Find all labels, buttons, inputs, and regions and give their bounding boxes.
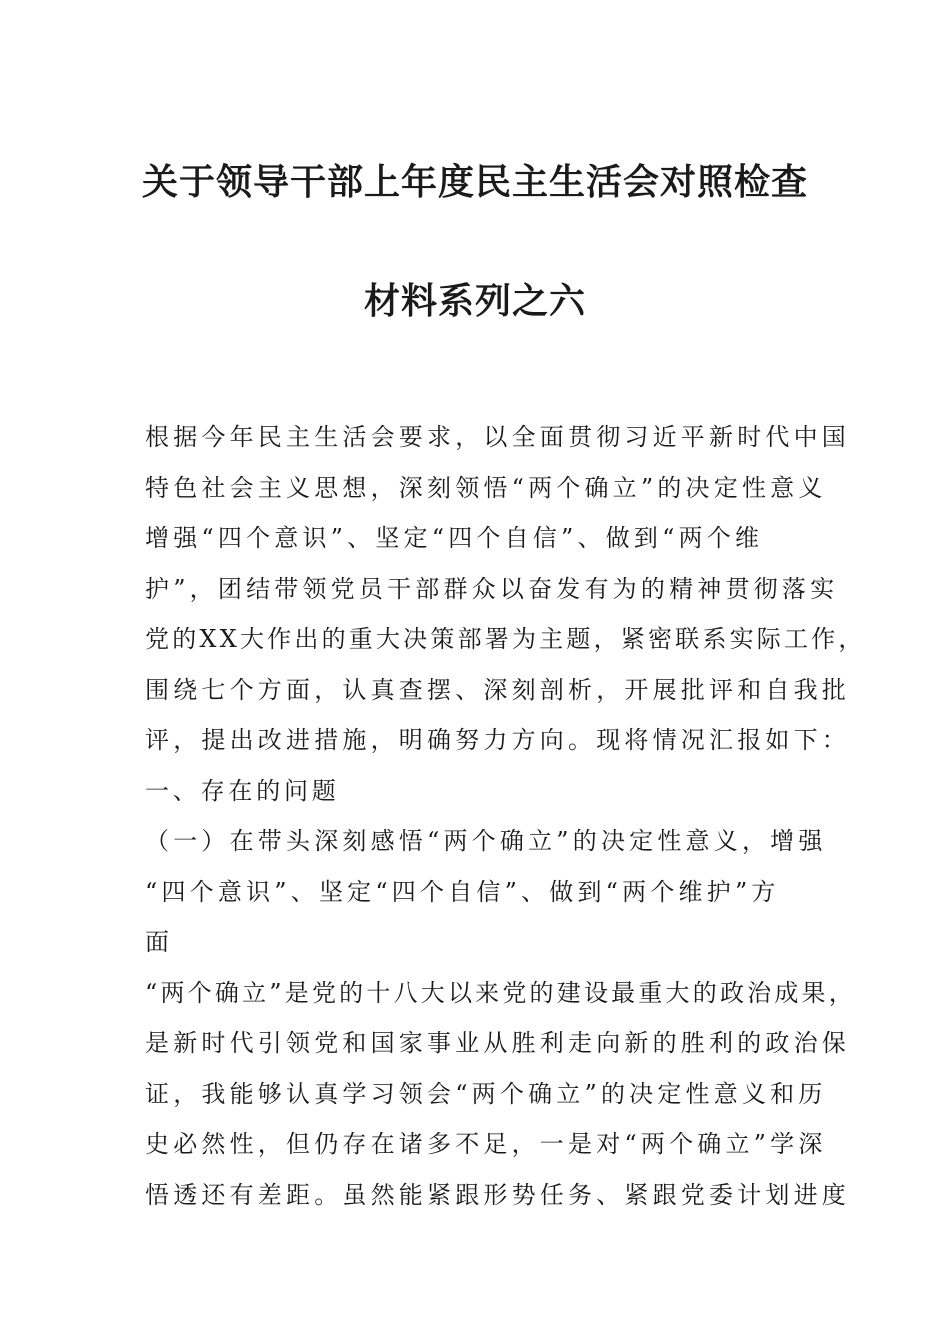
body-line: 根据今年民主生活会要求，以全面贯彻习近平新时代中国 [145, 423, 850, 451]
body-line: 护”，团结带领党员干部群众以奋发有为的精神贯彻落实 [145, 574, 839, 603]
body-line: 特色社会主义思想，深刻领悟“两个确立”的决定性意义 [145, 473, 827, 502]
body-line: 党的XX大作出的重大决策部署为主题，紧密联系实际工作， [145, 625, 866, 653]
body-line: 悟透还有差距。虽然能紧跟形势任务、紧跟党委计划进度 [145, 1180, 850, 1209]
body-line: 增强“四个意识”、坚定“四个自信”、做到“两个维 [145, 524, 764, 552]
body-line: 证，我能够认真学习领会“两个确立”的决定性意义和历 [145, 1079, 827, 1108]
document-title-line-1: 关于领导干部上年度民主生活会对照检查 [141, 161, 808, 203]
subsection-heading: （一）在带头深刻感悟“两个确立”的决定性意义，增强 [145, 827, 827, 855]
body-line: 评，提出改进措施，明确努力方向。现将情况汇报如下： [145, 726, 850, 754]
document-title-line-2: 材料系列之六 [363, 280, 586, 322]
subsection-heading: “四个意识”、坚定“四个自信”、做到“两个维护”方 [145, 877, 780, 906]
body-line: 是新时代引领党和国家事业从胜利走向新的胜利的政治保 [145, 1029, 850, 1057]
body-line: “两个确立”是党的十八大以来党的建设最重大的政治成果， [145, 978, 856, 1007]
document-body [145, 412, 866, 1220]
body-line: 围绕七个方面，认真查摆、深刻剖析，开展批评和自我批 [145, 675, 850, 704]
body-line: 史必然性，但仍存在诸多不足，一是对“两个确立”学深 [145, 1130, 827, 1158]
section-heading: 一、存在的问题 [145, 776, 340, 805]
subsection-heading: 面 [145, 928, 174, 956]
